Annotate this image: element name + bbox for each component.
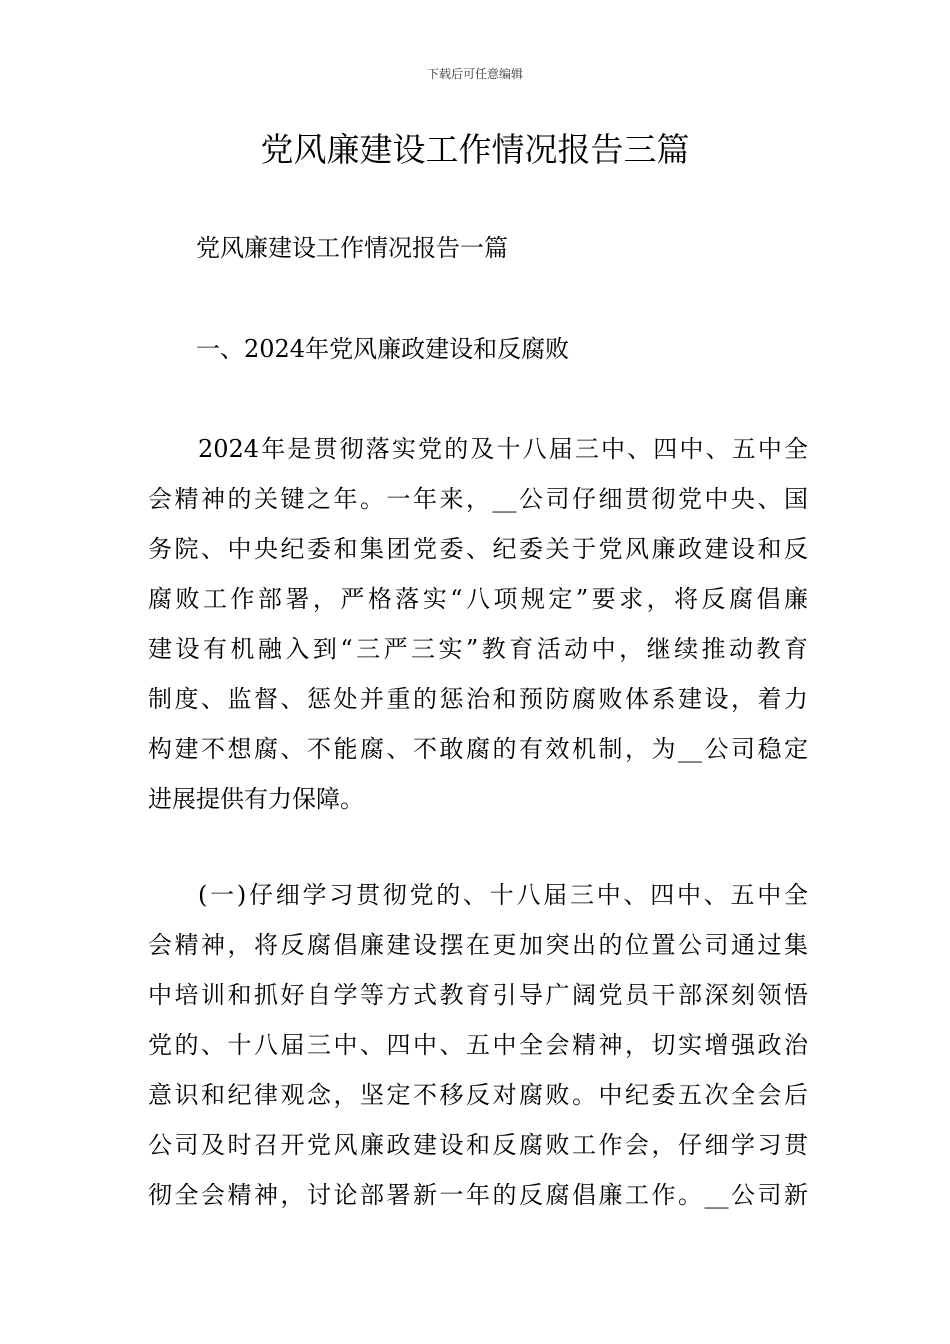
body-paragraph-2: [148, 870, 808, 1220]
document-title: 党风廉建设工作情况报告三篇: [260, 130, 690, 169]
section-heading: 一、2024年党风廉政建设和反腐败: [196, 335, 570, 363]
paragraph-line: 2024年是贯彻落实党的及十八届三中、四中、五中全: [198, 435, 808, 463]
paragraph-line: 腐败工作部署，严格落实“八项规定”要求，将反腐倡廉: [148, 585, 808, 613]
paragraph-line: 意识和纪律观念，坚定不移反对腐败。中纪委五次全会后: [148, 1081, 808, 1109]
header-note: 下载后可任意编辑: [426, 67, 523, 81]
paragraph-line: 会精神的关键之年。一年来，__公司仔细贯彻党中央、国: [148, 485, 808, 513]
paragraph-line: 党的、十八届三中、四中、五中全会精神，切实增强政治: [148, 1031, 808, 1059]
paragraph-line: 构建不想腐、不能腐、不敢腐的有效机制，为__公司稳定: [148, 735, 808, 763]
paragraph-line: 公司及时召开党风廉政建设和反腐败工作会，仔细学习贯: [148, 1131, 808, 1159]
paragraph-line: 进展提供有力保障。: [148, 785, 364, 813]
paragraph-line: 制度、监督、惩处并重的惩治和预防腐败体系建设，着力: [148, 685, 808, 713]
report-subtitle: 党风廉建设工作情况报告一篇: [196, 234, 508, 262]
paragraph-line: 务院、中央纪委和集团党委、纪委关于党风廉政建设和反: [148, 535, 808, 563]
paragraph-line: 彻全会精神，讨论部署新一年的反腐倡廉工作。__公司新: [148, 1181, 808, 1209]
paragraph-line: 中培训和抓好自学等方式教育引导广阔党员干部深刻领悟: [148, 981, 808, 1009]
paragraph-line: (一)仔细学习贯彻党的、十八届三中、四中、五中全: [198, 881, 808, 909]
body-paragraph-1: [148, 424, 808, 824]
paragraph-line: 会精神，将反腐倡廉建设摆在更加突出的位置公司通过集: [148, 931, 808, 959]
paragraph-line: 建设有机融入到“三严三实”教育活动中，继续推动教育: [148, 635, 808, 663]
